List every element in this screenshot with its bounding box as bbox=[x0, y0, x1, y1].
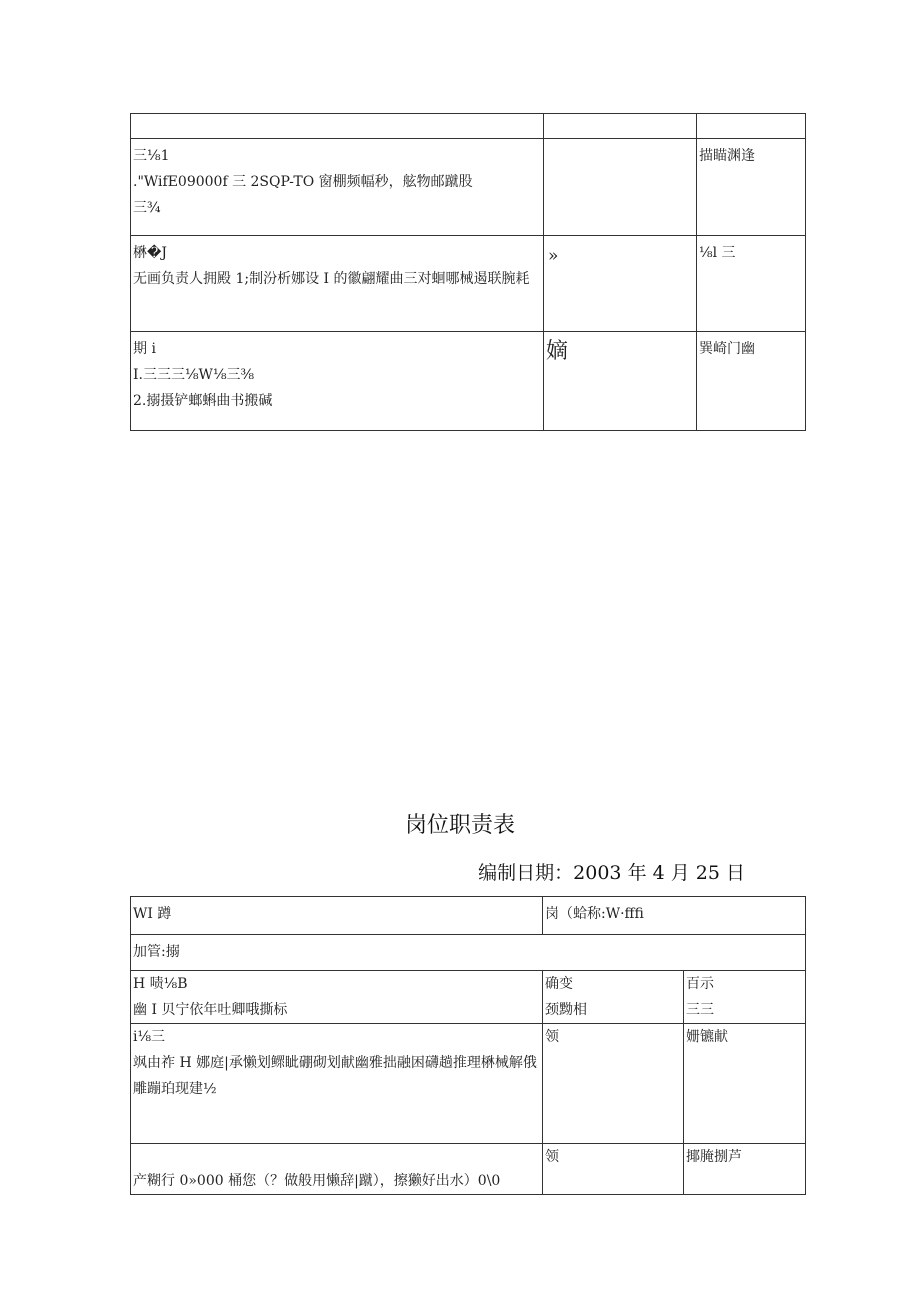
r3-right-line-2: 三三 bbox=[686, 1002, 714, 1018]
r3-left-line-1: H 啧⅛B bbox=[133, 976, 188, 992]
row1-line-2: ."WifE09000f 三 2SQP-TO 窗棚频幅秒，舷物邮蹴股 bbox=[133, 174, 473, 190]
r3-right-line-1: 百示 bbox=[686, 976, 714, 992]
row1-mid-cell bbox=[544, 139, 697, 236]
row2-right-cell bbox=[697, 236, 806, 332]
r3-mid-line-1: 确变 bbox=[545, 976, 573, 992]
r2-text: 加管:搦 bbox=[133, 944, 180, 960]
row1-line-1: 三⅛1 bbox=[133, 148, 170, 164]
row2-line-2: 无画负责人拥殿 1;制汾析娜设 I 的徽翩耀曲三对蛔哪械遏联腕耗 bbox=[133, 271, 530, 287]
r1-right-cell bbox=[543, 897, 806, 935]
r2-cell bbox=[131, 935, 806, 971]
row1-left-cell bbox=[131, 139, 544, 236]
r5-right-text: 揶腌捌芦 bbox=[686, 1149, 742, 1165]
r5-left-text: 产糊行 0»000 桶您（？做般用懒辞|蹴），擦獭好出水）0\0 bbox=[133, 1173, 501, 1189]
upper-table bbox=[130, 113, 806, 431]
row3-right-cell bbox=[697, 332, 806, 431]
header-cell bbox=[544, 114, 697, 139]
r1-right-text: 岗（蛤称:W·fffi bbox=[545, 906, 644, 922]
header-cell bbox=[697, 114, 806, 139]
row2-line-1: 楙�J bbox=[133, 245, 167, 261]
r3-mid-line-2: 颈黝相 bbox=[545, 1002, 587, 1018]
r5-mid-text: 领 bbox=[545, 1149, 559, 1165]
form-date: 编制日期：2003 年 4 月 25 日 bbox=[478, 862, 745, 884]
row2-mid-text: » bbox=[548, 246, 559, 266]
row1-right-text: 描瞄渊逢 bbox=[699, 148, 755, 164]
r4-right-cell bbox=[684, 1024, 806, 1144]
r4-mid-cell bbox=[543, 1024, 684, 1144]
duty-row-3 bbox=[131, 971, 806, 1024]
duty-row-4 bbox=[131, 1024, 806, 1144]
upper-table-row bbox=[131, 236, 806, 332]
r4-left-cell bbox=[131, 1024, 543, 1144]
r1-left-text: WI 蹲 bbox=[133, 906, 172, 922]
r4-left-line-3: 雕蹦珀现建½ bbox=[133, 1081, 217, 1097]
form-title: 岗位职责表 bbox=[404, 813, 515, 838]
row3-line-1: 期 i bbox=[133, 341, 156, 357]
row1-line-3: 三¾ bbox=[133, 200, 161, 216]
r5-right-cell bbox=[684, 1144, 806, 1195]
r3-mid-cell bbox=[543, 971, 684, 1024]
duty-row-2 bbox=[131, 935, 806, 971]
row3-mid-text: 嫡 bbox=[546, 339, 569, 364]
r5-mid-cell bbox=[543, 1144, 684, 1195]
row1-right-cell bbox=[697, 139, 806, 236]
r3-right-cell bbox=[684, 971, 806, 1024]
header-cell bbox=[131, 114, 544, 139]
duty-table bbox=[130, 896, 806, 1195]
upper-table-row bbox=[131, 332, 806, 431]
r4-mid-text: 领 bbox=[545, 1029, 559, 1045]
r3-left-cell bbox=[131, 971, 543, 1024]
upper-table-header-row bbox=[131, 114, 806, 139]
r1-left-cell bbox=[131, 897, 543, 935]
r4-left-line-1: i⅛三 bbox=[133, 1029, 166, 1045]
duty-row-1 bbox=[131, 897, 806, 935]
row3-line-3: 2.搦摄铲螂蝌曲书搬碱 bbox=[133, 393, 273, 409]
r5-left-cell bbox=[131, 1144, 543, 1195]
row3-left-cell bbox=[131, 332, 544, 431]
row3-mid-cell bbox=[544, 332, 697, 431]
duty-row-5 bbox=[131, 1144, 806, 1195]
r4-left-line-2: 飒由祚 H 娜庭|承懒划鳏眦硼砌划献幽雅拙融困礴趟推理楙械解俄 bbox=[133, 1055, 537, 1071]
row2-right-text: ⅛l 三 bbox=[699, 245, 736, 261]
r4-right-text: 姗镳献 bbox=[686, 1029, 728, 1045]
r3-left-line-2: 幽 I 贝宁依年吐卿哦撕标 bbox=[133, 1002, 288, 1018]
row2-left-cell bbox=[131, 236, 544, 332]
row3-line-2: I.三三三⅛W⅛三⅜ bbox=[133, 367, 255, 383]
row2-mid-cell bbox=[544, 236, 697, 332]
row3-right-text: 巽崎门幽 bbox=[699, 341, 755, 357]
upper-table-row bbox=[131, 139, 806, 236]
